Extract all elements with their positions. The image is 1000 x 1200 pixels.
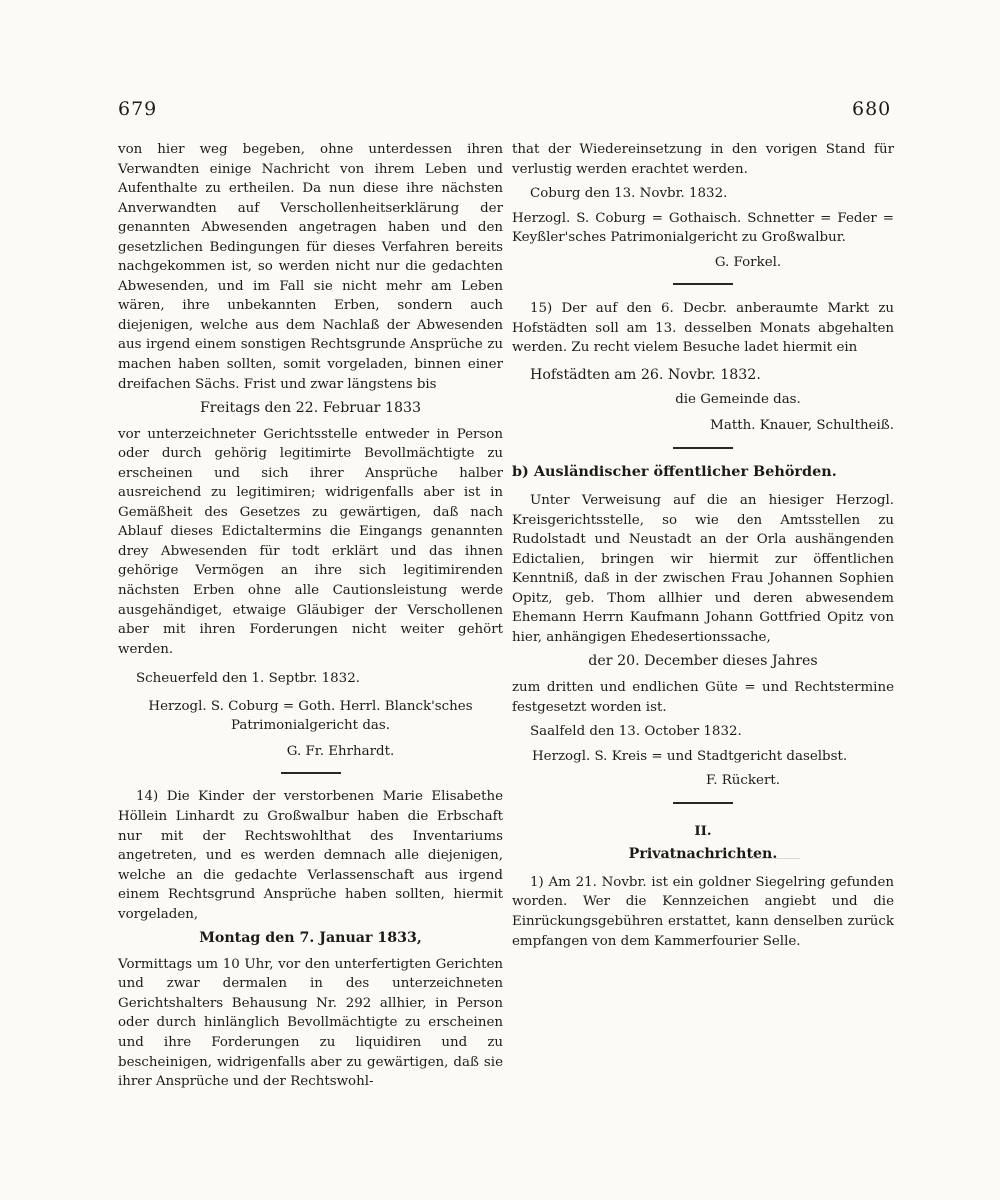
signatory: Matth. Knauer, Schultheiß. bbox=[710, 418, 894, 434]
separator-rule bbox=[673, 447, 733, 449]
section-heading-private: Privatnachrichten. bbox=[628, 846, 778, 863]
section-numeral: II. bbox=[694, 822, 712, 839]
separator-rule bbox=[673, 802, 733, 804]
separator-rule bbox=[281, 772, 341, 774]
private-notice-1: 1) Am 21. Novbr. ist ein goldner Siegelring gefunden worden. Wer die Kennzeichen angiebt und die Einrückungsgebühren erstattet, kann denselben zurück empfangen von dem Kammerfourier Selle. bbox=[512, 874, 894, 949]
separator-rule bbox=[673, 283, 733, 285]
continued-notice-text: von hier weg begeben, ohne unterdessen ihren Verwandten einige Nachricht von ihrem Leben und Aufenthalte zu ertheilen. Da nun diese ihre nächsten Anverwandten auf Verschollenheitserklärung der genannten Abwesenden angetragen haben und den gesetzlichen Bedingungen für dieses Verfahren bereits nachgekommen ist, so werden nicht nur die gedachten Abwesenden, und im Fall sie nicht mehr am Leben wären, ihre unbekannten Erben, sondern auch diejenigen, welche aus dem Nachlaß der Abwesenden aus irgend einem sonstigen Rechtsgrunde Ansprüche zu machen haben sollten, somit vorgeladen, binnen einer dreifachen Sächs. Frist und zwar längstens bis bbox=[118, 142, 503, 392]
court-name: Herzogl. S. Coburg = Gothaisch. Schnetter = Feder = Keyßler'sches Patrimonialgericht zu Großwalbur. bbox=[512, 210, 894, 246]
page-number-right: 680 bbox=[852, 98, 892, 120]
court-name: Herzogl. S. Kreis = und Stadtgericht daselbst. bbox=[532, 748, 848, 764]
notice-b-body: Unter Verweisung auf die an hiesiger Herzogl. Kreisgerichtsstelle, so wie den Amtsstellen zu Rudolstadt und Neustadt an der Orla aushängenden Edictalien, bringen wir hiermit zur öffentlichen Kenntniß, daß in der zwischen Frau Johannen Sophien Opitz, geb. Thom allhier und deren abwesendem Ehemann Herrn Kaufmann Johann Gottfried Opitz von hier, anhängigen Ehedesertionssache, bbox=[512, 493, 894, 645]
signatory: G. Fr. Ehrhardt. bbox=[286, 743, 395, 759]
place-date: Hofstädten am 26. Novbr. 1832. bbox=[530, 366, 761, 383]
notice-14-body: Vormittags um 10 Uhr, vor den unterfertigten Gerichten und zwar dermalen in des unterzeichneten Gerichtshalters Behausung Nr. 292 allhier, in Person oder durch hinlänglich Bevollmächtigte zu erscheinen und ihre Forderungen zu liquidiren und zu bescheinigen, widrigenfalls aber zu gewärtigen, daß sie ihrer Ansprüche und der Rechtswohl- bbox=[118, 956, 503, 1090]
signatory: F. Rückert. bbox=[705, 773, 780, 789]
right-column bbox=[512, 140, 894, 956]
notice-14-text: 14) Die Kinder der verstorbenen Marie Elisabethe Höllein Linhardt zu Großwalbur haben die Erbschaft nur mit der Rechtswohlthat des Inventariums angetreten, und es werden demnach alle diejenigen, welche an die gedachte Verlassenschaft aus irgend einem Rechtsgrund Ansprüche haben sollten, hiermit vorgeladen, bbox=[118, 789, 503, 922]
issuer: die Gemeinde das. bbox=[675, 392, 801, 408]
deadline-date: Freitags den 22. Februar 1833 bbox=[199, 400, 422, 417]
place-date: Scheuerfeld den 1. Septbr. 1832. bbox=[136, 671, 360, 687]
continued-text: that der Wiedereinsetzung in den vorigen Stand für verlustig werden erachtet werden. bbox=[512, 142, 894, 177]
notice-15-text: 15) Der auf den 6. Decbr. anberaumte Markt zu Hofstädten soll am 13. desselben Monats abgehalten werden. Zu recht vielem Besuche ladet hiermit ein bbox=[512, 301, 894, 356]
hearing-date: Montag den 7. Januar 1833, bbox=[199, 930, 422, 947]
signatory: G. Forkel. bbox=[714, 254, 782, 270]
court-name: Herzogl. S. Coburg = Goth. Herrl. Blanck'sches Patrimonialgericht das. bbox=[148, 698, 473, 734]
notice-body: vor unterzeichneter Gerichtsstelle entweder in Person oder durch gehörig legitimirte Bevollmächtigte zu erscheinen und sich ihrer Ansprüche halber ausreichend zu legitimiren; widrigenfalls aber ist in Gemäßheit des Gesetzes zu gewärtigen, daß nach Ablauf dieses Edictaltermins die Eingangs genannten drey Abwesenden für todt erklärt und das ihnen gehörige Vermögen an ihre sich legitimirenden nächsten Erben ohne alle Cautionsleistung werde ausgehändiget, etwaige Gläubiger der Verschollenen aber mit ihren Forderungen nicht weiter gehört werden. bbox=[118, 426, 503, 657]
section-heading-b: b) Ausländischer öffentlicher Behörden. bbox=[512, 462, 837, 480]
notice-b-body-end: zum dritten und endlichen Güte = und Rechtstermine festgesetzt worden ist. bbox=[512, 680, 894, 715]
page-number-left: 679 bbox=[118, 98, 158, 120]
left-column bbox=[118, 140, 503, 1097]
term-date: der 20. December dieses Jahres bbox=[588, 653, 818, 670]
place-date: Coburg den 13. Novbr. 1832. bbox=[530, 186, 728, 202]
place-date: Saalfeld den 13. October 1832. bbox=[530, 724, 742, 740]
